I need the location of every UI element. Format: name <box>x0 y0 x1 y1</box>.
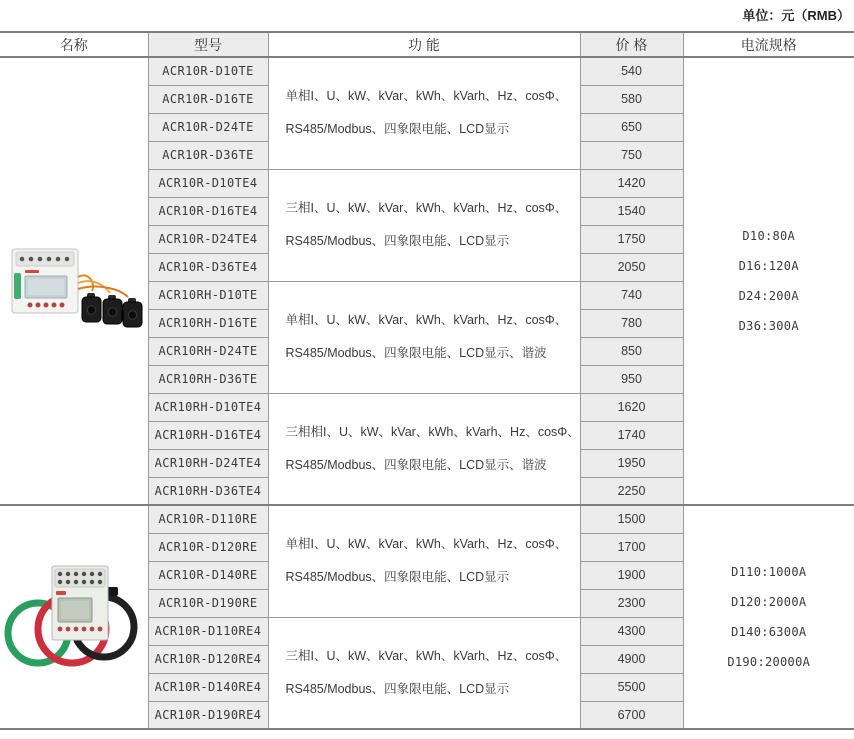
function-line-1: 单相I、U、kW、kVar、kWh、kVarh、Hz、cosΦ、 <box>285 89 568 104</box>
price-cell: 1750 <box>580 225 683 253</box>
model-cell: ACR10RH-D10TE4 <box>148 393 268 421</box>
model-cell: ACR10R-D110RE <box>148 505 268 533</box>
header-row <box>0 32 854 57</box>
price-table <box>0 31 854 730</box>
function-line-2: RS485/Modbus、四象限电能、LCD显示 <box>285 122 510 137</box>
price-cell: 1420 <box>580 169 683 197</box>
model-cell: ACR10R-D24TE <box>148 113 268 141</box>
product-photo-cell-2 <box>0 505 148 729</box>
meter-with-rogowski-coils-photo <box>0 561 150 673</box>
price-cell: 850 <box>580 337 683 365</box>
function-cell <box>268 281 580 393</box>
model-cell: ACR10RH-D24TE4 <box>148 449 268 477</box>
unit-label: 单位：元（RMB） <box>742 8 850 23</box>
model-cell: ACR10R-D190RE <box>148 589 268 617</box>
table-row <box>0 505 854 533</box>
price-cell: 1540 <box>580 197 683 225</box>
function-line-1: 单相I、U、kW、kVar、kWh、kVarh、Hz、cosΦ、 <box>285 313 568 327</box>
product-photo-cell-1 <box>0 57 148 505</box>
function-cell <box>268 393 580 505</box>
model-cell: ACR10R-D140RE <box>148 561 268 589</box>
price-cell: 950 <box>580 365 683 393</box>
header-model: 型号 <box>148 32 268 57</box>
price-cell: 4300 <box>580 617 683 645</box>
function-cell <box>268 505 580 617</box>
model-cell: ACR10R-D16TE4 <box>148 197 268 225</box>
model-cell: ACR10R-D16TE <box>148 85 268 113</box>
function-line-1: 三相相I、U、kW、kVar、kWh、kVarh、Hz、cosΦ、 <box>285 424 580 439</box>
price-cell: 2050 <box>580 253 683 281</box>
price-cell: 1500 <box>580 505 683 533</box>
current-spec-line: D36:300A <box>738 319 799 333</box>
current-spec-line: D120:2000A <box>731 595 807 609</box>
model-cell: ACR10R-D36TE4 <box>148 253 268 281</box>
current-spec-line: D140:6300A <box>731 625 807 639</box>
price-cell: 5500 <box>580 673 683 701</box>
function-line-1: 三相I、U、kW、kVar、kWh、kVarh、Hz、cosΦ、 <box>285 648 568 663</box>
model-cell: ACR10R-D190RE4 <box>148 701 268 729</box>
model-cell: ACR10R-D120RE4 <box>148 645 268 673</box>
model-cell: ACR10R-D140RE4 <box>148 673 268 701</box>
function-line-2: RS485/Modbus、四象限电能、LCD显示 <box>285 681 510 696</box>
model-cell: ACR10R-D36TE <box>148 141 268 169</box>
function-cell <box>268 169 580 281</box>
function-line-1: 三相I、U、kW、kVar、kWh、kVarh、Hz、cosΦ、 <box>285 201 568 215</box>
function-line-2: RS485/Modbus、四象限电能、LCD显示 <box>285 234 510 248</box>
header-current-spec: 电流规格 <box>683 32 854 57</box>
model-cell: ACR10RH-D16TE <box>148 309 268 337</box>
price-cell: 1700 <box>580 533 683 561</box>
current-spec-line: D16:120A <box>738 259 799 273</box>
function-line-2: RS485/Modbus、四象限电能、LCD显示 <box>285 570 510 585</box>
model-cell: ACR10R-D110RE4 <box>148 617 268 645</box>
price-cell: 1620 <box>580 393 683 421</box>
current-spec-cell <box>683 505 854 729</box>
function-line-2: RS485/Modbus、四象限电能、LCD显示、谐波 <box>285 457 547 472</box>
price-cell: 780 <box>580 309 683 337</box>
price-cell: 2250 <box>580 477 683 505</box>
current-spec-line: D10:80A <box>742 229 796 243</box>
table-row <box>0 57 854 85</box>
header-function: 功 能 <box>268 32 580 57</box>
price-cell: 4900 <box>580 645 683 673</box>
model-cell: ACR10R-D10TE4 <box>148 169 268 197</box>
model-cell: ACR10RH-D24TE <box>148 337 268 365</box>
price-cell: 540 <box>580 57 683 85</box>
price-cell: 1900 <box>580 561 683 589</box>
price-cell: 6700 <box>580 701 683 729</box>
function-cell <box>268 617 580 729</box>
model-cell: ACR10R-D120RE <box>148 533 268 561</box>
function-line-1: 单相I、U、kW、kVar、kWh、kVarh、Hz、cosΦ、 <box>285 537 568 552</box>
model-cell: ACR10RH-D10TE <box>148 281 268 309</box>
price-cell: 750 <box>580 141 683 169</box>
model-cell: ACR10RH-D16TE4 <box>148 421 268 449</box>
current-spec-cell <box>683 57 854 505</box>
model-cell: ACR10RH-D36TE4 <box>148 477 268 505</box>
model-cell: ACR10RH-D36TE <box>148 365 268 393</box>
current-spec-line: D110:1000A <box>731 565 807 579</box>
price-cell: 1740 <box>580 421 683 449</box>
price-cell: 1950 <box>580 449 683 477</box>
current-spec-line: D24:200A <box>738 289 799 303</box>
header-price: 价 格 <box>580 32 683 57</box>
current-spec-line: D190:20000A <box>727 655 811 669</box>
header-name: 名称 <box>0 32 148 57</box>
function-line-2: RS485/Modbus、四象限电能、LCD显示、谐波 <box>285 346 547 360</box>
model-cell: ACR10R-D24TE4 <box>148 225 268 253</box>
price-cell: 740 <box>580 281 683 309</box>
meter-with-split-core-cts-photo <box>4 231 144 331</box>
function-cell <box>268 57 580 169</box>
price-cell: 2300 <box>580 589 683 617</box>
price-cell: 650 <box>580 113 683 141</box>
model-cell: ACR10R-D10TE <box>148 57 268 85</box>
price-cell: 580 <box>580 85 683 113</box>
